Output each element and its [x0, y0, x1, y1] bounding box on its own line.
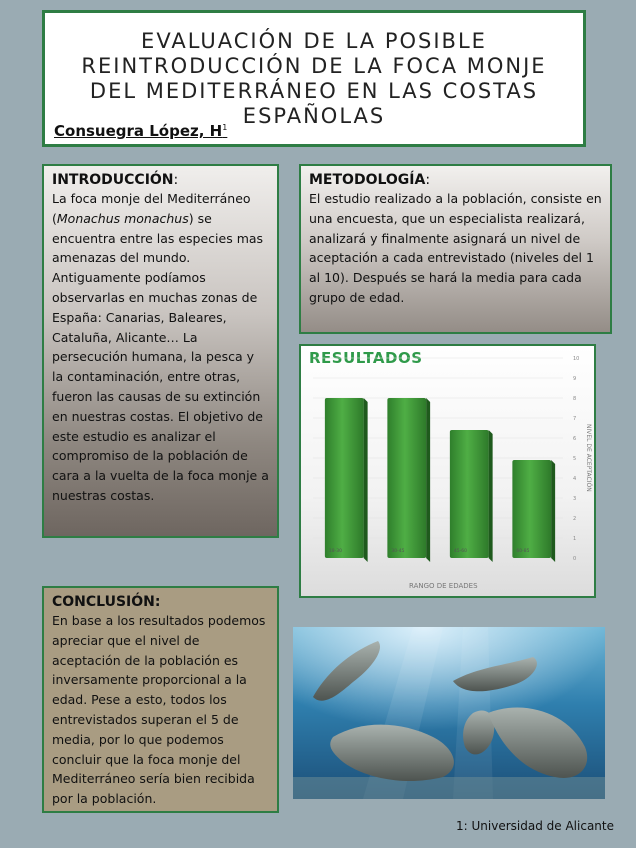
chart-y-tick-label: 5: [573, 456, 577, 462]
chart-x-tick-label: 30-45: [391, 549, 405, 554]
chart-bar: [325, 398, 364, 558]
author-affiliation-mark: 1: [222, 123, 228, 132]
conclusion-text: En base a los resultados podemos apreciar que el nivel de aceptación de la población es inversamente proporcional a la edad. Pese a esto, todos los entrevistados superan el 5 de media, por lo que podemos concluir que la foca monje del Mediterráneo sería bien recibida por la población.: [52, 613, 266, 807]
author-name: Consuegra López, H: [54, 122, 223, 140]
poster-title: EVALUACIÓN DE LA POSIBLE REINTRODUCCIÓN DE LA FOCA MONJE DEL MEDITERRÁNEO EN LAS COSTAS ESPAÑOLAS: [81, 29, 547, 128]
methodology-box: [299, 164, 612, 334]
conclusion-box: [42, 586, 279, 813]
chart-bar-side: [364, 398, 368, 562]
chart-y-tick-label: 7: [573, 416, 577, 422]
chart-x-axis-label: RANGO DE EDADES: [409, 582, 478, 590]
chart-bar-side: [489, 430, 493, 562]
chart-y-tick-label: 2: [573, 516, 577, 522]
author-line: [54, 122, 227, 140]
seals-underwater-photo: [293, 627, 605, 799]
chart-y-axis-label: NIVEL DE ACEPTACIÓN: [585, 424, 592, 492]
chart-x-tick-label: 18-30: [328, 549, 342, 554]
title-box: [42, 10, 586, 147]
chart-x-tick-label: 45-60: [453, 549, 467, 554]
introduction-box: [42, 164, 279, 538]
results-box: [299, 344, 596, 598]
chart-y-tick-label: 8: [573, 396, 577, 402]
introduction-heading: INTRODUCCIÓN:: [52, 172, 179, 188]
results-chart: [301, 346, 594, 596]
chart-bar: [387, 398, 426, 558]
chart-bar: [512, 460, 551, 558]
conclusion-heading: CONCLUSIÓN:: [52, 594, 161, 610]
chart-y-tick-label: 9: [573, 376, 577, 382]
chart-bar-side: [426, 398, 430, 562]
chart-y-tick-label: 0: [573, 556, 577, 562]
chart-x-tick-label: 60-85: [516, 549, 530, 554]
chart-y-tick-label: 3: [573, 496, 577, 502]
chart-bar: [450, 430, 489, 558]
chart-y-tick-label: 6: [573, 436, 577, 442]
chart-y-tick-label: 1: [573, 536, 577, 542]
results-heading: RESULTADOS: [309, 349, 423, 367]
species-name: Monachus monachus: [56, 210, 189, 226]
chart-y-tick-label: 10: [573, 356, 580, 362]
introduction-text: La foca monje del Mediterráneo (Monachus monachus) se encuentra entre las especies mas amenazas del mundo. Antiguamente podíamos observarlas en muchas zonas de España: Canarias, Baleares, Cataluña, Alicante… La persecución humana, la pesca y la contaminación, entre otras, fueron las causas de su extinción en nuestras costas. El objetivo de este estudio es analizar el compromiso de la población de cara a la vuelta de la foca monje a nuestras costas.: [52, 191, 269, 503]
methodology-text: El estudio realizado a la población, consiste en una encuesta, que un especialista realizará, analizará y finalmente asignará un nivel de aceptación a cada entrevistado (niveles del 1 al 10). Después se hará la media para cada grupo de edad.: [309, 191, 602, 305]
affiliation-footnote: 1: Universidad de Alicante: [456, 819, 614, 833]
methodology-heading: METODOLOGÍA:: [309, 172, 431, 188]
chart-y-tick-label: 4: [573, 476, 577, 482]
chart-bar-side: [551, 460, 555, 562]
